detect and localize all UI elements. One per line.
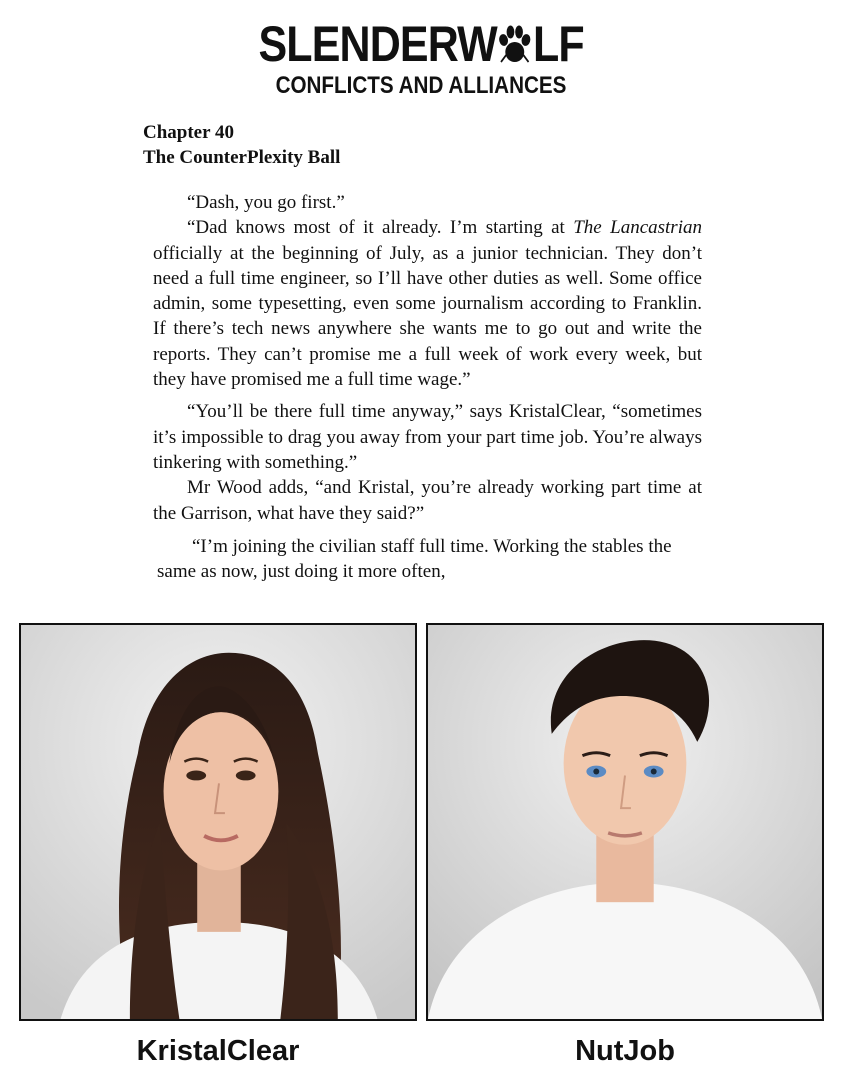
newspaper-title: The Lancastrian xyxy=(573,217,702,239)
portrait-girl-image xyxy=(21,625,415,1019)
story-text xyxy=(153,190,702,584)
series-logo xyxy=(0,14,842,100)
portrait-nutjob xyxy=(426,623,824,1021)
wolf-paw-icon xyxy=(498,22,532,66)
logo-subtitle: CONFLICTS AND ALLIANCES xyxy=(275,72,567,99)
caption-nutjob: NutJob xyxy=(575,1035,675,1067)
portrait-boy-image xyxy=(428,625,822,1019)
paragraph-5: “I’m joining the civilian staff full time. Working the stables the same as now, just doing it more often, xyxy=(157,535,672,583)
paragraph-1: “Dash, you go first.” xyxy=(187,192,345,213)
chapter-heading xyxy=(143,120,340,170)
chapter-number: Chapter 40 xyxy=(143,122,234,143)
logo-title-right: LF xyxy=(532,16,584,72)
logo-title-left: SLENDERW xyxy=(258,16,497,72)
paragraph-2 xyxy=(153,215,702,392)
paragraph-2-end: officially at the beginning of July, as a junior technician. They don’t need a full time engineer, so I’ll have other duties as well. Some office admin, some typesetting, even some journalism according to Franklin. If there’s tech news anywhere she wants me to go out and write the reports. They can’t promise me a full week of work every week, but they have promised me a full time wage.” xyxy=(153,242,702,391)
paragraph-4: Mr Wood adds, “and Kristal, you’re already working part time at the Garrison, what have they said?” xyxy=(153,477,702,524)
portrait-kristalclear xyxy=(19,623,417,1021)
caption-kristalclear: KristalClear xyxy=(136,1035,300,1067)
chapter-title: The CounterPlexity Ball xyxy=(143,147,341,168)
paragraph-2-start: “Dad knows most of it already. I’m starting at xyxy=(187,217,574,239)
paragraph-3: “You’ll be there full time anyway,” says KristalClear, “sometimes it’s impossible to drag you away from your part time job. You’re always tinkering with something.” xyxy=(153,401,702,473)
logo-title xyxy=(258,14,583,74)
